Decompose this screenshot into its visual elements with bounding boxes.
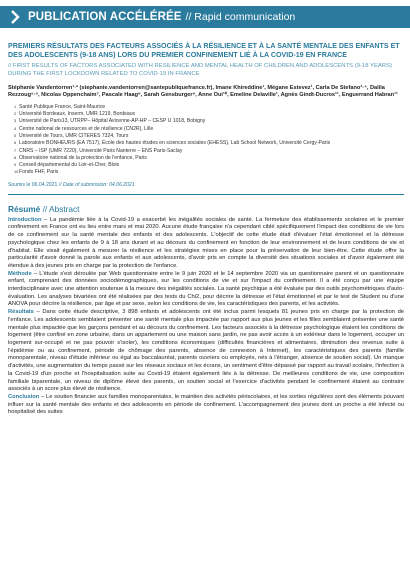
affiliation-number: 7 — [14, 148, 17, 153]
affiliation-item — [14, 111, 404, 118]
section-label: Introduction — [8, 216, 42, 223]
affiliation-text: Université de Paris13, UTRPP– Hôpital Avicenne-AP-HP – CESP U 1018, Bobigny — [19, 118, 206, 125]
affiliation-number: 6 — [14, 141, 17, 146]
abstract-results — [8, 309, 404, 394]
affiliation-number: 2 — [14, 112, 17, 117]
section-label: Résultats — [8, 309, 34, 316]
affiliation-number: 10 — [14, 170, 19, 175]
chevron-right-icon — [8, 10, 22, 24]
section-label: Méthode — [8, 270, 32, 277]
affiliation-item — [14, 140, 404, 147]
section-text: – La pandémie liée à la Covid-19 a exacerbé les inégalités sociales de santé. La fermeture des établissements scolaires et le premier confinement en France ont eu lieu entre mars et mai 2020. Aucune étude française n'a cependant ciblé spécifiquement l'impact des conditions de vie lors de ce confinement sur la santé mentale des enfants et des adolescents. L'objectif de cette étude était d'évaluer l'état émotionnel et la détresse psychologique chez les enfants de 9 à 18 ans durant et au décours du confinement en fonction de leur environnement et de leurs conditions de vie et d'habitat. Elle visait également à mesurer la résilience et les stratégies mises en place pour la préservation de leur bien-être. Cette étude offre la particularité d'avoir donné la parole aux enfants et aux adolescents, d'avoir pris en compte la diversité des situations sociales et d'avoir également été étendue à des jeunes pris en charge par la protection de l'enfance. — [8, 216, 404, 269]
article-content — [8, 42, 404, 417]
section-text: – Le soutien financier aux familles monoparentales, le maintien des activités périscolaires, et les sorties régulières sont des éléments pouvant influer sur la santé mentale des enfants et des adolescents en période de confinement. L'accompagnement des jeunes dont un proche a été infecté ou hospitalisé des suites — [8, 393, 404, 416]
abstract-heading-fr: Résumé — [8, 203, 41, 214]
affiliation-text: Santé Publique France, Saint-Maurice — [19, 103, 106, 110]
affiliation-item — [14, 169, 404, 176]
submission-date-fr: Soumis le 06.04.2021 — [8, 181, 58, 188]
affiliation-text: Université de Tours, UMR CITERES 7324, Tours — [19, 132, 129, 139]
abstract-introduction — [8, 217, 404, 271]
affiliation-number: 9 — [14, 163, 17, 168]
article-title-fr: PREMIERS RÉSULTATS DES FACTEURS ASSOCIÉS À LA RÉSILIENCE ET À LA SANTÉ MENTALE DES ENFANTS ET DES ADOLESCENTS (9-18 ANS) LORS DU PREMIER CONFINEMENT LIÉ À LA COVID-19 EN FRANCE — [8, 42, 400, 60]
abstract-heading — [8, 204, 404, 214]
affiliation-number: 8 — [14, 155, 17, 160]
section-text: – Dans cette étude descriptive, 3 898 enfants et adolescents ont été inclus parmi lesquels 81 jeunes pris en charge par la protection de l'enfance. Les adolescents semblaient présenter une santé mentale plus impactée par rapport aux plus jeunes et les filles semblaient présenter une santé mentale plus impactée que les garçons pendant et au décours du confinement. Les facteurs associés à la détresse psychologique étaient les conditions de logement (être confiné en zone urbaine, dans un appartement ou une maison sans jardin, ne pas avoir accès à un extérieur dans le logement, occuper un logement sur-occupé et ne pas pouvoir s'isoler), les conditions économiques (difficultés financières et alimentaires, diminution des revenus suite à l'épidémie ou au confinement, période de chômage des parents, absence de connexion à Internet), les caractéristiques des parents (famille monoparentale, niveau d'étude inférieur ou égal au baccalauréat, parents ouvriers ou employés, nés à l'étranger, absence de soutien social). Un manque d'activités, une augmentation du temps passé sur les réseaux sociaux et les écrans, un sentiment d'être dépassé par rapport au travail scolaire, l'infection à la Covid-19 d'un proche et l'hospitalisation suite au Covid-19 étaient également liés à la détresse. De meilleures conditions de vie, une composition familiale biparentale, un niveau de diplôme élevé des parents, un soutien social et l'exercice d'activités pendant le confinement étaient au contraire associés à un score plus élevé de résilience. — [8, 309, 404, 393]
affiliation-item — [14, 118, 404, 125]
author-list: Stéphanie Vandentorren¹·² (stephanie.vandentorren@santepubliquefrance.fr), Imane Khireddine¹, Mégane Estevez¹, Carla De Stefano³·⁴, Dalila Rezzoug⁵·⁶, Nicolas Oppenchaim⁷, Pascale Haag⁸, Sarah Gensburger⁹, Anne Oui¹⁰, Emeline Delaville¹, Agnès Gindt-Ducros¹¹, Enguerrand Habran¹¹ — [8, 84, 398, 99]
affiliation-list — [8, 104, 404, 177]
affiliation-item — [14, 148, 404, 155]
affiliation-number: 1 — [14, 104, 17, 109]
affiliation-number: 5 — [14, 133, 17, 138]
affiliation-item — [14, 104, 404, 111]
section-text: – L'étude s'est déroulée par Web questionnaire entre le 9 juin 2020 et le 14 septembre 2020 via un questionnaire parent et un questionnaire enfant, comprenant des données sociodémographiques, sur les conditions de vie et sur l'impact du confinement. Il a été conçu par une équipe interdisciplinaire avec une attention soutenue à la mesure des inégalités sociales. La santé psychique a été évaluée par des outils psychométriques d'auto-évaluation. Les analyses bivariées ont été réalisées par des tests du Chi2, pour décrire la détresse et l'état émotionnel et par le test de Student ou d'une ANOVA pour décrire la résilience, par âge et par sexe, selon les conditions de vie, les caractéristiques des parents, et les activités. — [8, 270, 404, 308]
affiliation-item — [14, 126, 404, 133]
article-title-en: // FIRST RESULTS OF FACTORS ASSOCIATED WITH RESILIENCE AND MENTAL HEALTH OF CHILDREN AND ADOLESCENTS (9-18 YEARS) DURING THE FIRST LOCKDOWN RELATED TO COVID-19 IN FRANCE — [8, 63, 392, 77]
banner-subtitle: // Rapid communication — [185, 11, 296, 23]
affiliation-text: Conseil départemental du Loir-et-Cher, Blois — [19, 162, 120, 169]
abstract-heading-en: // Abstract — [42, 203, 80, 214]
submission-date — [8, 182, 404, 188]
affiliation-item — [14, 155, 404, 162]
affiliation-number: 4 — [14, 126, 17, 131]
affiliation-text: Laboratoire BONHEURS (EA 7517), École des hautes études en sciences sociales (EHESS), Lab School Network, Université Cergy-Paris — [19, 140, 331, 147]
affiliation-text: Fonds FHF, Paris — [19, 169, 59, 176]
section-divider — [8, 194, 404, 195]
affiliation-text: Université Bordeaux, Inserm, UMR 1219, Bordeaux — [19, 111, 136, 118]
banner-title: PUBLICATION ACCÉLÉRÉE — [28, 11, 182, 23]
section-label: Conclusion — [8, 393, 40, 400]
affiliation-text: Centre national de ressources et de résilience (CN2R), Lille — [19, 125, 154, 132]
abstract-method — [8, 271, 404, 310]
affiliation-number: 3 — [14, 119, 17, 124]
header-banner — [0, 6, 410, 28]
abstract-conclusion — [8, 394, 404, 417]
affiliation-text: CNRS – ISP (UMR 7220), Université Paris Nanterre – ENS Paris-Saclay — [19, 147, 183, 154]
affiliation-text: Observatoire national de la protection de l'enfance, Paris — [19, 154, 147, 161]
submission-date-en: // Date of submission: 04.06.2021 — [58, 181, 135, 188]
affiliation-item — [14, 162, 404, 169]
